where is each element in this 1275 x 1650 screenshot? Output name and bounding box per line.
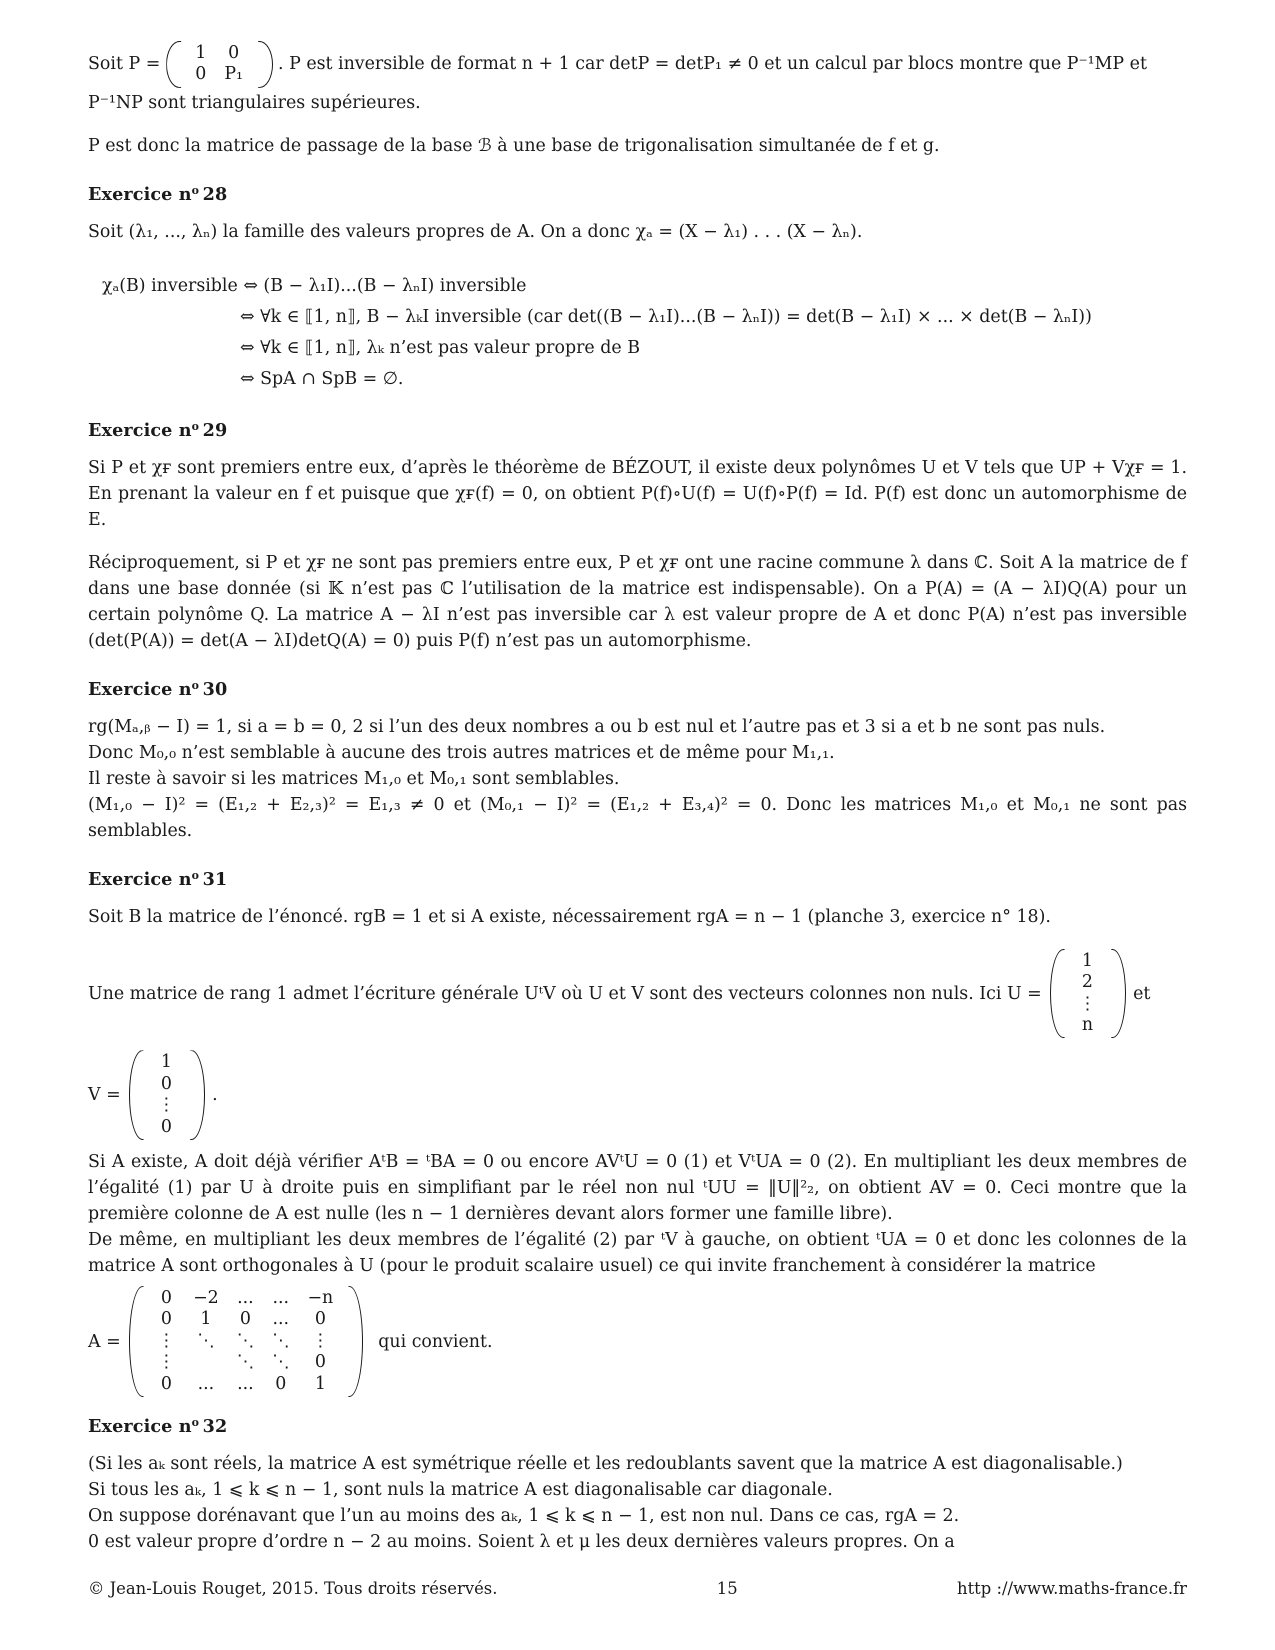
exercise-32-line-1: (Si les aₖ sont réels, la matrice A est symétrique réelle et les redoublants savent que la matrice A est diagonalisable.) xyxy=(88,1454,1123,1475)
exercise-30-line-4: (M₁,₀ − I)² = (E₁,₂ + E₂,₃)² = E₁,₃ ≠ 0 et (M₀,₁ − I)² = (E₁,₂ + E₃,₄)² = 0. Donc les matrices M₁,₀ et M₀,₁ ne sont pas semblables. xyxy=(88,794,1187,841)
matrix-cell: 0 xyxy=(160,1373,172,1394)
exercise-32-line-2: Si tous les aₖ, 1 ⩽ k ⩽ n − 1, sont nuls la matrice A est diagonalisable car diagonale. xyxy=(88,1480,833,1501)
matrix-paren-left xyxy=(166,40,179,89)
matrix-paren-right xyxy=(259,40,272,89)
matrix-paren-right xyxy=(349,1285,362,1398)
vector-cell: 1 xyxy=(160,1052,172,1073)
matrix-paren-left xyxy=(129,1285,142,1398)
matrix-cell: 0 xyxy=(228,43,240,63)
exercise-heading-label: Exercice n xyxy=(88,419,192,441)
matrix-cell: ⋱ xyxy=(236,1330,255,1351)
vector-cell: 2 xyxy=(1081,972,1093,993)
exercise-heading-32 xyxy=(88,1416,1187,1437)
matrix-cell: 0 xyxy=(314,1352,326,1373)
vector-paren-right xyxy=(1112,948,1125,1040)
vector-U xyxy=(1050,948,1125,1040)
matrix-A-trailing-text: qui convient. xyxy=(378,1331,493,1352)
vector-cell: 0 xyxy=(160,1116,172,1137)
exercise-31-paragraph-4: De même, en multipliant les deux membres de l’égalité (2) par ᵗV à gauche, on obtient ᵗUA = 0 et donc les colonnes de la matrice A sont orthogonales à U (pour le produit scalaire usuel) ce qui invite franchement à considérer la matrice xyxy=(88,1230,1187,1277)
vector-paren-left xyxy=(129,1049,142,1141)
exercise-heading-sup: o xyxy=(191,183,200,197)
vector-cell: ⋮ xyxy=(1078,993,1097,1014)
intro-paragraph-1-line2: P⁻¹NP sont triangulaires supérieures. xyxy=(88,92,421,113)
intro-paragraph-1 xyxy=(88,40,1187,89)
page-footer xyxy=(88,1579,1187,1598)
exercise-30-line-1: rg(Mₐ,ᵦ − I) = 1, si a = b = 0, 2 si l’un des deux nombres a ou b est nul et l’autre pas et 3 si a et b ne sont pas nuls. xyxy=(88,716,1106,737)
exercise-29-paragraph-1: Si P et χғ sont premiers entre eux, d’après le théorème de BÉZOUT, il existe deux polynômes U et V tels que UP + Vχғ = 1. En prenant la valeur en f et puisque que χғ(f) = 0, on obtient P(f)∘U(f) = U(f)∘P(f) = Id. P(f) est donc un automorphisme de E. xyxy=(88,457,1187,530)
matrix-cell: P₁ xyxy=(224,64,244,85)
exercise-heading-sup: o xyxy=(191,1416,200,1430)
footer-page-number: 15 xyxy=(716,1579,738,1598)
exercise-heading-30 xyxy=(88,679,1187,700)
exercise-heading-label: Exercice n xyxy=(88,678,192,700)
exercise-31-line-1: Soit B la matrice de l’énoncé. rgB = 1 et si A existe, nécessairement rgA = n − 1 (planche 3, exercice n° 18). xyxy=(88,906,1051,927)
exercise-32-line-4: 0 est valeur propre d’ordre n − 2 au moins. Soient λ et μ les deux dernières valeurs propres. On a xyxy=(88,1532,955,1553)
equation-line: ⇔ ∀k ∈ ⟦1, n⟧, B − λₖI inversible (car det((B − λ₁I)...(B − λₙI)) = det(B − λ₁I) × ... × det(B − λₙI)) xyxy=(240,306,1092,327)
vector-U-text-after: et xyxy=(1133,983,1151,1004)
matrix-A xyxy=(129,1285,363,1398)
exercise-heading-28 xyxy=(88,184,1187,205)
exercise-31-vector-V-line xyxy=(88,1049,1187,1141)
exercise-heading-label: Exercice n xyxy=(88,1416,192,1438)
vector-V-trailing: . xyxy=(212,1085,218,1106)
matrix-cell: ... xyxy=(237,1288,254,1309)
matrix-cell: ... xyxy=(272,1288,290,1309)
exercise-heading-label: Exercice n xyxy=(88,183,192,205)
footer-url[interactable]: http ://www.maths-france.fr xyxy=(957,1579,1187,1598)
equation-line: ⇔ ∀k ∈ ⟦1, n⟧, λₖ n’est pas valeur propre de B xyxy=(240,337,640,358)
vector-U-text-before: Une matrice de rang 1 admet l’écriture générale UᵗV où U et V sont des vecteurs colonnes non nuls. Ici U = xyxy=(88,983,1042,1004)
exercise-31-paragraph-3: Si A existe, A doit déjà vérifier AᵗB = ᵗBA = 0 ou encore AVᵗU = 0 (1) et VᵗUA = 0 (2). En multipliant les deux membres de l’égalité (1) par U à droite puis en simplifiant par le réel non nul ᵗUU = ‖U‖²₂, on obtient AV = 0. Ceci montre que la première colonne de A est nulle (les n − 1 dernières devant alors former une famille libre). xyxy=(88,1152,1187,1225)
matrix-cell: 0 xyxy=(160,1309,172,1330)
matrix-cell: ⋱ xyxy=(236,1352,255,1373)
footer-copyright: © Jean-Louis Rouget, 2015. Tous droits réservés. xyxy=(88,1579,498,1598)
exercise-heading-number: 31 xyxy=(202,868,228,890)
exercise-32-line-3: On suppose dorénavant que l’un au moins des aₖ, 1 ⩽ k ⩽ n − 1, est non nul. Dans ce cas, rgA = 2. xyxy=(88,1506,960,1527)
vector-cell: 0 xyxy=(160,1073,172,1094)
exercise-30-line-2: Donc M₀,₀ n’est semblable à aucune des trois autres matrices et de même pour M₁,₁. xyxy=(88,742,835,763)
matrix-cell: ... xyxy=(272,1309,290,1330)
exercise-heading-number: 30 xyxy=(202,678,228,700)
intro-text-after-matrix: . P est inversible de format n + 1 car detP = detP₁ ≠ 0 et un calcul par blocs montre que P⁻¹MP et xyxy=(278,54,1147,75)
matrix-P xyxy=(166,40,272,89)
exercise-heading-sup: o xyxy=(191,678,200,692)
vector-cell: ⋮ xyxy=(157,1095,176,1116)
exercise-heading-label: Exercice n xyxy=(88,868,192,890)
matrix-A-label: A = xyxy=(88,1331,121,1352)
vector-paren-right xyxy=(191,1049,204,1141)
exercise-heading-number: 29 xyxy=(202,419,228,441)
matrix-cell: −n xyxy=(307,1288,334,1309)
matrix-cell: 0 xyxy=(275,1373,287,1394)
matrix-cell: ⋮ xyxy=(157,1330,176,1351)
matrix-cell: ⋱ xyxy=(272,1352,290,1373)
matrix-cell: ⋱ xyxy=(197,1330,215,1351)
exercise-31-vector-U-line xyxy=(88,948,1187,1040)
exercise-heading-number: 28 xyxy=(202,183,228,205)
matrix-cell: 1 xyxy=(314,1373,326,1394)
exercise-heading-sup: o xyxy=(191,868,200,882)
exercise-28-equations xyxy=(88,271,1187,395)
vector-cell: 1 xyxy=(1081,950,1093,971)
matrix-cell: 0 xyxy=(314,1309,326,1330)
equation-line: ⇔ SpA ∩ SpB = ∅. xyxy=(240,368,404,389)
matrix-cell: 0 xyxy=(195,64,207,85)
exercise-29-paragraph-2: Réciproquement, si P et χғ ne sont pas premiers entre eux, P et χғ ont une racine commune λ dans ℂ. Soit A la matrice de f dans une base donnée (si 𝕂 n’est pas ℂ l’utilisation de la matrice est indispensable). On a P(A) = (A − λI)Q(A) pour un certain polynôme Q. La matrice A − λI n’est pas inversible car λ est valeur propre de A et donc P(A) n’est pas inversible (det(P(A)) = det(A − λI)detQ(A) = 0) puis P(f) n’est pas un automorphisme. xyxy=(88,552,1187,651)
exercise-30-line-3: Il reste à savoir si les matrices M₁,₀ et M₀,₁ sont semblables. xyxy=(88,768,620,789)
matrix-cell: 1 xyxy=(195,43,207,63)
matrix-cell: ⋮ xyxy=(311,1330,330,1351)
matrix-cell: ⋮ xyxy=(157,1352,176,1373)
vector-cell: n xyxy=(1081,1015,1094,1036)
vector-V xyxy=(129,1049,204,1141)
matrix-cell: ... xyxy=(197,1373,215,1394)
matrix-cell: 1 xyxy=(200,1309,212,1330)
matrix-cell: ⋱ xyxy=(272,1330,290,1351)
exercise-heading-sup: o xyxy=(191,419,200,433)
matrix-cell: 0 xyxy=(239,1309,251,1330)
vector-V-label: V = xyxy=(88,1085,121,1106)
intro-text-before-matrix: Soit P = xyxy=(88,54,161,75)
intro-paragraph-2: P est donc la matrice de passage de la base ℬ à une base de trigonalisation simultanée de f et g. xyxy=(88,135,940,156)
equation-line: χₐ(B) inversible ⇔ (B − λ₁I)...(B − λₙI) inversible xyxy=(102,275,527,296)
exercise-heading-number: 32 xyxy=(202,1416,228,1438)
exercise-heading-29 xyxy=(88,420,1187,441)
matrix-cell: 0 xyxy=(160,1288,172,1309)
matrix-cell xyxy=(197,1361,215,1365)
exercise-28-intro: Soit (λ₁, ..., λₙ) la famille des valeurs propres de A. On a donc χₐ = (X − λ₁) . . . (X − λₙ). xyxy=(88,221,863,242)
matrix-cell: −2 xyxy=(193,1288,219,1309)
vector-paren-left xyxy=(1050,948,1063,1040)
exercise-31-matrix-A-line xyxy=(88,1285,1187,1398)
exercise-heading-31 xyxy=(88,869,1187,890)
matrix-cell: ... xyxy=(237,1373,254,1394)
